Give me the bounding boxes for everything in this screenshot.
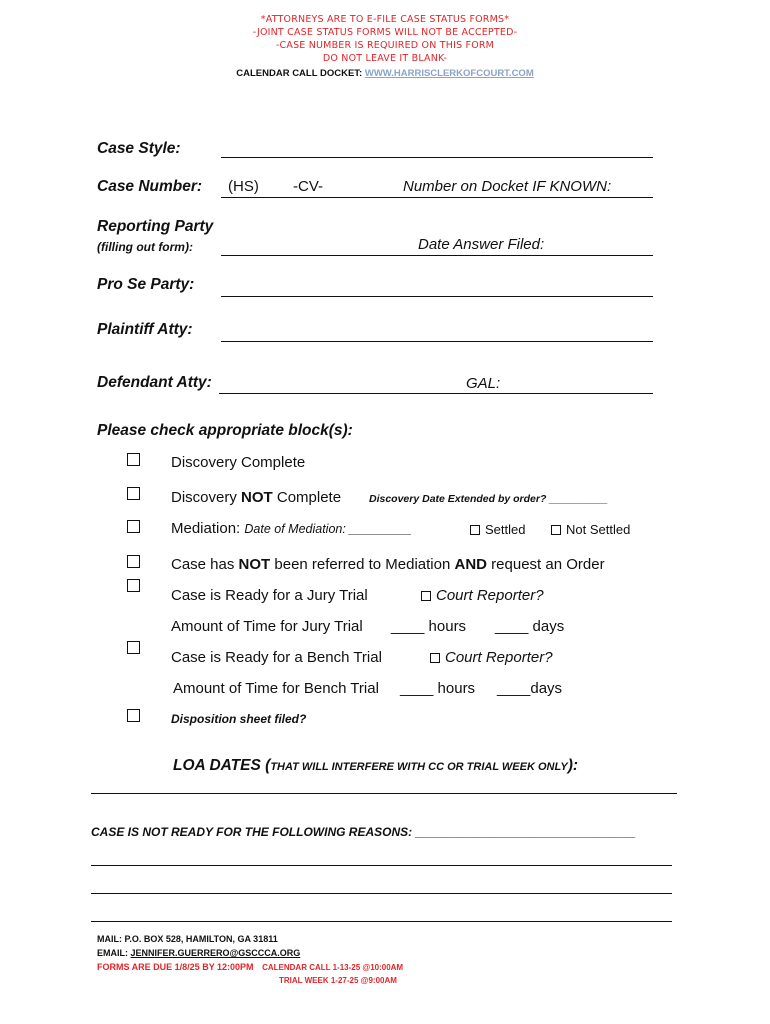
notice-efile: *ATTORNEYS ARE TO E-FILE CASE STATUS FORMS*	[260, 14, 510, 25]
not-ready-reasons-label: CASE IS NOT READY FOR THE FOLLOWING REASONS: _________________________________	[91, 825, 636, 839]
jury-time-label: Amount of Time for Jury Trial	[171, 618, 363, 635]
date-answer-filed-label: Date Answer Filed:	[418, 236, 545, 253]
case-number-line[interactable]	[221, 197, 653, 198]
email-label: EMAIL:	[97, 948, 131, 958]
defendant-atty-label: Defendant Atty:	[97, 374, 212, 391]
docket-label: CALENDAR CALL DOCKET:	[236, 68, 363, 79]
referred-and-text: AND	[454, 556, 487, 573]
not-settled-checkbox[interactable]	[551, 525, 561, 535]
mediation-checkbox[interactable]	[127, 520, 140, 533]
not-referred-mediation-label	[171, 556, 605, 573]
loa-dates-line[interactable]	[91, 793, 677, 794]
reason-line-1[interactable]	[91, 865, 672, 866]
loa-subtitle: THAT WILL INTERFERE WITH CC OR TRIAL WEEK ONLY	[270, 761, 568, 773]
jury-court-reporter-option[interactable]	[421, 587, 544, 604]
settled-checkbox[interactable]	[470, 525, 480, 535]
loa-end: ):	[567, 757, 579, 774]
bench-trial-checkbox[interactable]	[127, 641, 140, 654]
mediation-label: Mediation:	[171, 520, 241, 537]
referred-text-3: request an Order	[487, 556, 605, 573]
settled-label: Settled	[485, 522, 526, 537]
reporting-party-label: Reporting Party	[97, 218, 214, 235]
case-number-cv: -CV-	[293, 178, 323, 195]
not-settled-option[interactable]	[551, 522, 630, 537]
notice-case-number: -CASE NUMBER IS REQUIRED ON THIS FORM	[275, 40, 495, 51]
loa-dates-heading	[173, 757, 578, 775]
loa-title: LOA DATES (	[173, 757, 271, 774]
docket-number-label: Number on Docket IF KNOWN:	[403, 178, 612, 195]
referred-text-1: Case has	[171, 556, 239, 573]
email-link[interactable]: JENNIFER.GUERRERO@GSCCCA.ORG	[130, 948, 301, 958]
discovery-not-text: NOT	[241, 489, 273, 506]
filling-out-form-label: (filling out form):	[97, 240, 193, 254]
reporting-party-line[interactable]	[221, 255, 653, 256]
trial-week-date: TRIAL WEEK 1-27-25 @9:00AM	[279, 976, 397, 985]
discovery-prefix: Discovery	[171, 489, 242, 506]
clerk-website-link[interactable]: WWW.HARRISCLERKOFCOURT.COM	[364, 68, 534, 79]
case-style-label: Case Style:	[97, 140, 181, 157]
email-line	[97, 948, 300, 958]
jury-trial-checkbox[interactable]	[127, 579, 140, 592]
settled-option[interactable]	[470, 522, 525, 537]
calendar-call-date: CALENDAR CALL 1-13-25 @10:00AM	[262, 963, 404, 972]
pro-se-line[interactable]	[221, 296, 653, 297]
case-number-label: Case Number:	[97, 178, 203, 195]
referred-text-2: been referred to Mediation	[270, 556, 455, 573]
disposition-label: Disposition sheet filed?	[171, 712, 307, 726]
bench-court-reporter-label: Court Reporter?	[445, 649, 553, 666]
case-style-line[interactable]	[221, 157, 653, 158]
not-settled-label: Not Settled	[566, 522, 631, 537]
defendant-atty-line[interactable]	[219, 393, 653, 394]
forms-due: FORMS ARE DUE 1/8/25 BY 12:00PM	[97, 962, 254, 972]
gal-label: GAL:	[466, 375, 501, 392]
bench-days-field[interactable]: ____days	[497, 680, 563, 697]
notice-joint: -JOINT CASE STATUS FORMS WILL NOT BE ACCEPTED-	[252, 27, 518, 38]
discovery-complete-checkbox[interactable]	[127, 453, 140, 466]
discovery-suffix: Complete	[272, 489, 342, 506]
jury-court-reporter-checkbox[interactable]	[421, 591, 431, 601]
bench-hours-field[interactable]: ____ hours	[400, 680, 476, 697]
referred-not-text: NOT	[238, 556, 271, 573]
not-referred-mediation-checkbox[interactable]	[127, 555, 140, 568]
jury-hours-field[interactable]: ____ hours	[391, 618, 467, 635]
jury-days-field[interactable]: ____ days	[495, 618, 565, 635]
discovery-complete-label: Discovery Complete	[171, 454, 306, 471]
forms-due-text	[97, 962, 403, 972]
bench-court-reporter-checkbox[interactable]	[430, 653, 440, 663]
calendar-call-docket	[0, 68, 770, 79]
bench-court-reporter-option[interactable]	[430, 649, 553, 666]
notice-not-blank: DO NOT LEAVE IT BLANK-	[322, 53, 448, 64]
pro-se-party-label: Pro Se Party:	[97, 276, 195, 293]
plaintiff-atty-line[interactable]	[221, 341, 653, 342]
discovery-extended-label: Discovery Date Extended by order? __________	[369, 493, 608, 505]
discovery-not-complete-label	[171, 489, 341, 506]
jury-trial-label: Case is Ready for a Jury Trial	[171, 587, 368, 604]
mediation-date-label: Date of Mediation: _________	[244, 522, 412, 536]
jury-court-reporter-label: Court Reporter?	[436, 587, 544, 604]
check-blocks-heading: Please check appropriate block(s):	[97, 422, 353, 439]
reason-line-2[interactable]	[91, 893, 672, 894]
mediation-row	[171, 520, 412, 537]
reason-line-3[interactable]	[91, 921, 672, 922]
case-number-hs: (HS)	[228, 178, 259, 195]
mail-address: MAIL: P.O. BOX 528, HAMILTON, GA 31811	[97, 934, 278, 944]
bench-time-label: Amount of Time for Bench Trial	[173, 680, 379, 697]
plaintiff-atty-label: Plaintiff Atty:	[97, 321, 193, 338]
disposition-checkbox[interactable]	[127, 709, 140, 722]
discovery-not-complete-checkbox[interactable]	[127, 487, 140, 500]
bench-trial-label: Case is Ready for a Bench Trial	[171, 649, 382, 666]
